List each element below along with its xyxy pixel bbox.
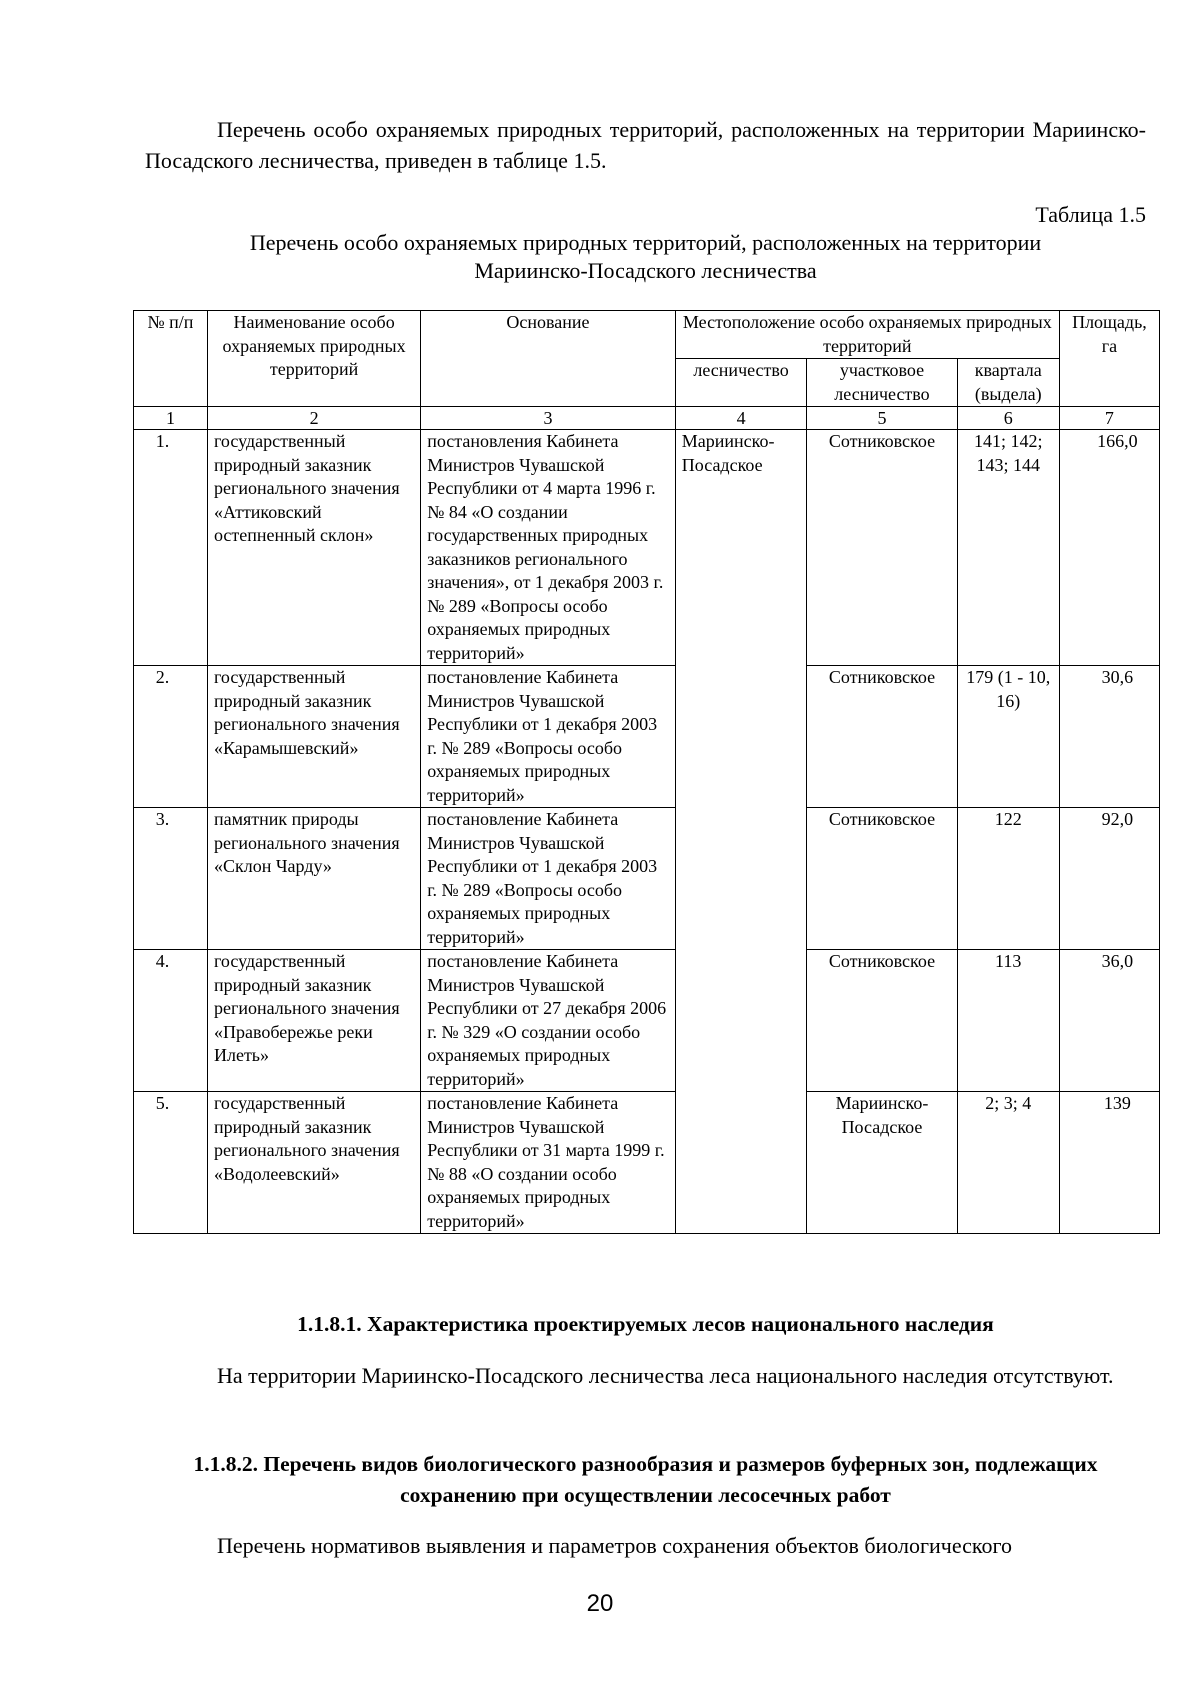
row-area: 36,0 [1059,950,1159,1092]
row-quarter: 113 [957,950,1059,1092]
row-district: Сотниковское [807,950,957,1092]
row-basis: постановление Кабинета Министров Чувашской Республики от 1 декабря 2003 г. № 289 «Вопросы особо охраняемых природных территорий» [421,666,676,808]
row-name: государственный природный заказник регионального значения «Аттиковский остепненный склон» [207,430,420,666]
table-header-row [134,311,1160,359]
table-row [134,950,1160,1092]
row-name: памятник природы регионального значения «Склон Чарду» [207,808,420,950]
protected-areas-table [133,310,1160,1234]
column-number: 3 [421,407,676,430]
row-quarter: 122 [957,808,1059,950]
row-num: 5. [134,1092,208,1234]
row-district: Мариинско-Посадское [807,1092,957,1234]
row-area: 92,0 [1059,808,1159,950]
header-district: участковое лесничество [807,359,957,407]
row-num: 1. [134,430,208,666]
header-basis: Основание [421,311,676,407]
section-1-paragraph: На территории Мариинско-Посадского лесничества леса национального наследия отсутствуют. [217,1363,1114,1388]
section-heading-2: 1.1.8.2. Перечень видов биологического разнообразия и размеров буферных зон, подлежащих сохранению при осуществлении лесосечных работ [193,1452,1098,1507]
row-basis: постановление Кабинета Министров Чувашской Республики от 27 декабря 2006 г. № 329 «О создании особо охраняемых природных территорий» [421,950,676,1092]
row-basis: постановление Кабинета Министров Чувашской Республики от 1 декабря 2003 г. № 289 «Вопросы особо охраняемых природных территорий» [421,808,676,950]
section-2-paragraph: Перечень нормативов выявления и параметров сохранения объектов биологического [217,1533,1012,1558]
column-number: 7 [1059,407,1159,430]
row-basis: постановления Кабинета Министров Чувашской Республики от 4 марта 1996 г. № 84 «О создании государственных природных заказников регионального значения», от 1 декабря 2003 г. № 289 «Вопросы особо охраняемых природных территорий» [421,430,676,666]
row-quarter: 2; 3; 4 [957,1092,1059,1234]
column-number: 1 [134,407,208,430]
column-numbers-row [134,407,1160,430]
header-name: Наименование особо охраняемых природных территорий [207,311,420,407]
row-forestry-merged: Мариинско-Посадское [675,430,807,1234]
column-number: 6 [957,407,1059,430]
header-area: Площадь, га [1059,311,1159,407]
header-forestry: лесничество [675,359,807,407]
row-num: 3. [134,808,208,950]
row-district: Сотниковское [807,666,957,808]
header-num: № п/п [134,311,208,407]
column-number: 4 [675,407,807,430]
header-quarter: квартала (выдела) [957,359,1059,407]
section-heading-1: 1.1.8.1. Характеристика проектируемых лесов национального наследия [297,1312,994,1336]
table-row [134,430,1160,666]
column-number: 5 [807,407,957,430]
column-number: 2 [207,407,420,430]
table-caption-line-2: Мариинско-Посадского лесничества [474,258,817,283]
row-quarter: 141; 142; 143; 144 [957,430,1059,666]
row-name: государственный природный заказник регионального значения «Карамышевский» [207,666,420,808]
page-number: 20 [586,1590,614,1617]
row-district: Сотниковское [807,808,957,950]
table-caption [145,229,1146,285]
table-row [134,666,1160,808]
table-label: Таблица 1.5 [1035,202,1146,227]
row-area: 139 [1059,1092,1159,1234]
row-num: 2. [134,666,208,808]
row-area: 30,6 [1059,666,1159,808]
row-basis: постановление Кабинета Министров Чувашской Республики от 31 марта 1999 г. № 88 «О создании особо охраняемых природных территорий» [421,1092,676,1234]
row-name: государственный природный заказник регионального значения «Водолеевский» [207,1092,420,1234]
row-num: 4. [134,950,208,1092]
row-area: 166,0 [1059,430,1159,666]
table-row [134,1092,1160,1234]
table-caption-line-1: Перечень особо охраняемых природных территорий, расположенных на территории [249,230,1042,255]
row-district: Сотниковское [807,430,957,666]
row-name: государственный природный заказник регионального значения «Правобережье реки Илеть» [207,950,420,1092]
table-row [134,808,1160,950]
row-quarter: 179 (1 - 10, 16) [957,666,1059,808]
intro-paragraph: Перечень особо охраняемых природных территорий, расположенных на территории Мариинско-Посадского лесничества, приведен в таблице 1.5. [145,117,1146,173]
header-location: Местоположение особо охраняемых природных территорий [675,311,1059,359]
